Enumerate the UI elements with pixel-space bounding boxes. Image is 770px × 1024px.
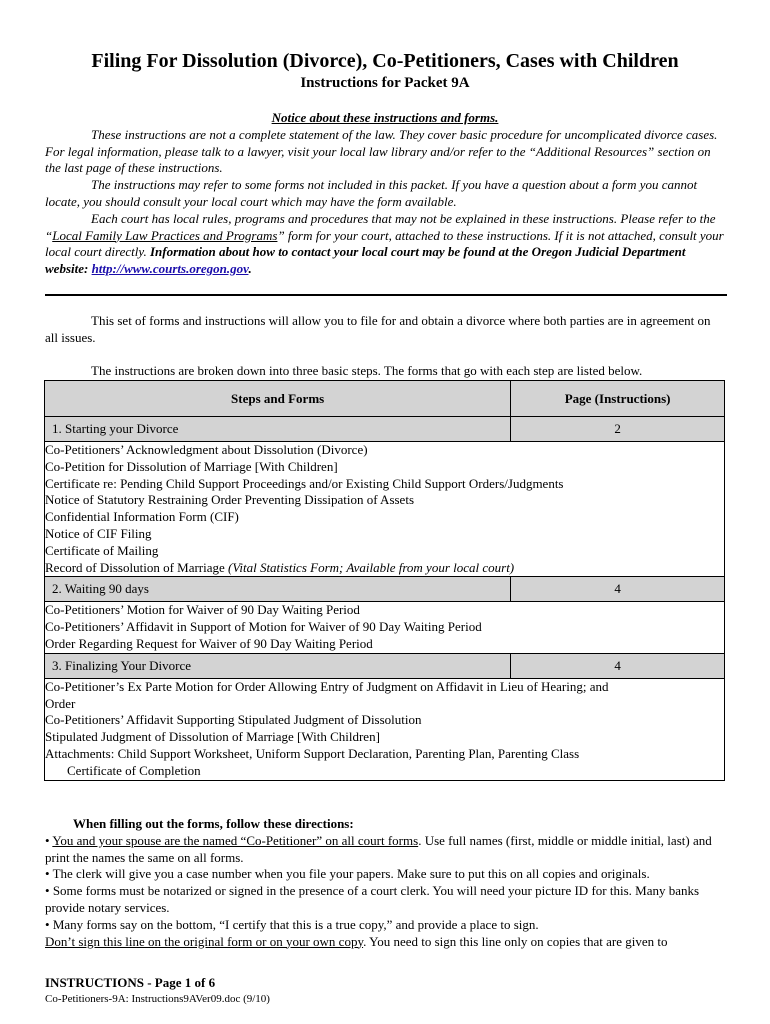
step-forms-row <box>45 442 725 577</box>
direction-emphasis: You and your spouse are the named “Co-Petitioner” on all court forms <box>52 832 419 848</box>
form-item: Order <box>45 695 76 711</box>
footer-page-number: INSTRUCTIONS - Page 1 of 6 <box>45 975 216 990</box>
section-divider <box>45 294 727 296</box>
direction-text: Many forms say on the bottom, “I certify that this is a true copy,” and provide a place to sign. <box>52 916 539 932</box>
intro-text-2: The instructions are broken down into three basic steps. The forms that go with each step are listed below. <box>91 363 643 378</box>
table-header-row <box>45 381 725 417</box>
step-forms-row <box>45 602 725 653</box>
steps-table <box>44 380 725 781</box>
document-subtitle: Instructions for Packet 9A <box>300 75 470 91</box>
step-label: 2. Waiting 90 days <box>45 577 511 602</box>
form-item <box>45 560 724 577</box>
direction-item: • You and your spouse are the named “Co-Petitioner” on all court forms. Use full names (first, middle or middle initial, last) and print the names the same on all forms. <box>45 832 712 865</box>
form-item: Co-Petitioners’ Motion for Waiver of 90 Day Waiting Period <box>45 602 360 618</box>
intro-text-1: This set of forms and instructions will allow you to file for and obtain a divorce where both parties are in agreement on all issues. <box>45 313 711 345</box>
steps-forms-header: Steps and Forms <box>45 381 511 417</box>
local-practices-form-name: Local Family Law Practices and Programs <box>52 227 278 243</box>
form-item: Order Regarding Request for Waiver of 90 Day Waiting Period <box>45 635 373 651</box>
form-item-note: (Vital Statistics Form; Available from your local court) <box>228 559 515 575</box>
step-forms-list <box>45 442 725 577</box>
form-item: Co-Petition for Dissolution of Marriage [With Children] <box>45 458 338 474</box>
step-row <box>45 653 725 678</box>
direction-item: • The clerk will give you a case number when you file your papers. Make sure to put this on all copies and originals. <box>45 866 650 882</box>
direction-text: . Use full names (first, middle or middle initial, last) and print the names the same on all forms. <box>45 832 712 865</box>
direction-text: Some forms must be notarized or signed in the presence of a court clerk. You will need your picture ID for this. Many banks provide notary services. <box>45 883 700 915</box>
notice-contact-info: Information about how to contact your local court may be found at the Oregon Judicial Department website: <box>45 244 686 277</box>
direction-item: • Some forms must be notarized or signed in the presence of a court clerk. You will need your picture ID for this. Many banks provide notary services. <box>45 883 700 915</box>
document-title: Filing For Dissolution (Divorce), Co-Petitioners, Cases with Children <box>91 50 679 72</box>
step-forms-row <box>45 678 725 780</box>
direction-emphasis: Don’t sign this line on the original form or on your own copy <box>45 933 364 949</box>
notice-section <box>45 110 725 278</box>
footer-file-name: Co-Petitioners-9A: Instructions9AVer09.doc (9/10) <box>45 993 270 1005</box>
direction-text: . You need to sign this line only on copies that are given to <box>363 933 668 949</box>
form-item: Co-Petitioner’s Ex Parte Motion for Order Allowing Entry of Judgment on Affidavit in Lieu of Hearing; and <box>45 678 609 694</box>
directions-heading: When filling out the forms, follow these directions: <box>73 816 354 831</box>
direction-text: The clerk will give you a case number when you file your papers. Make sure to put this on all copies and originals. <box>52 866 650 882</box>
direction-item: • Many forms say on the bottom, “I certify that this is a true copy,” and provide a place to sign. <box>45 916 539 932</box>
form-item: Certificate re: Pending Child Support Proceedings and/or Existing Child Support Orders/Judgments <box>45 475 564 491</box>
step-page: 2 <box>511 417 725 442</box>
step-label: 1. Starting your Divorce <box>45 417 511 442</box>
notice-paragraph-3 <box>45 211 725 278</box>
step-row <box>45 417 725 442</box>
form-item: Notice of Statutory Restraining Order Preventing Dissipation of Assets <box>45 492 415 508</box>
step-forms-list <box>45 678 725 780</box>
form-item: Attachments: Child Support Worksheet, Uniform Support Declaration, Parenting Plan, Parenting Class <box>45 745 580 761</box>
intro-paragraph-1 <box>45 313 725 347</box>
intro-paragraph-2 <box>45 363 725 380</box>
form-item: Co-Petitioners’ Acknowledgment about Dissolution (Divorce) <box>45 442 368 457</box>
form-item-text: Record of Dissolution of Marriage <box>45 559 229 575</box>
step-label: 3. Finalizing Your Divorce <box>45 653 511 678</box>
step-page: 4 <box>511 653 725 678</box>
form-item: Co-Petitioners’ Affidavit in Support of Motion for Waiver of 90 Day Waiting Period <box>45 619 482 635</box>
form-item: Confidential Information Form (CIF) <box>45 509 239 525</box>
form-item: Notice of CIF Filing <box>45 525 152 541</box>
notice-heading: Notice about these instructions and forms. <box>271 110 499 125</box>
notice-period: . <box>248 261 252 277</box>
direction-item <box>45 934 725 951</box>
step-forms-list <box>45 602 725 653</box>
notice-p3-text-b: ” form for your court, attached to these instructions. If it is not attached, consult your local court directly. <box>45 227 724 260</box>
step-page: 4 <box>511 577 725 602</box>
form-item: Co-Petitioners’ Affidavit Supporting Stipulated Judgment of Dissolution <box>45 712 422 728</box>
notice-paragraph-1: These instructions are not a complete statement of the law. They cover basic procedure for uncomplicated divorce cases. For legal information, please talk to a lawyer, visit your local law library and/or refer to the “Additional Resources” section on the last page of these instructions. <box>45 126 718 176</box>
courts-website-link[interactable]: http://www.courts.oregon.gov <box>91 261 249 277</box>
form-item: Certificate of Mailing <box>45 542 159 558</box>
notice-p3-text-a: Each court has local rules, programs and procedures that may not be explained in these instructions. Please refer to the “ <box>45 210 716 243</box>
form-item: Certificate of Completion <box>67 762 201 778</box>
step-row <box>45 577 725 602</box>
directions-section <box>45 816 725 950</box>
page-instructions-header: Page (Instructions) <box>511 381 725 417</box>
notice-paragraph-2: The instructions may refer to some forms not included in this packet. If you have a question about a form you cannot locate, you should consult your local court which may have the form available. <box>45 177 698 209</box>
form-item: Stipulated Judgment of Dissolution of Marriage [With Children] <box>45 729 380 745</box>
